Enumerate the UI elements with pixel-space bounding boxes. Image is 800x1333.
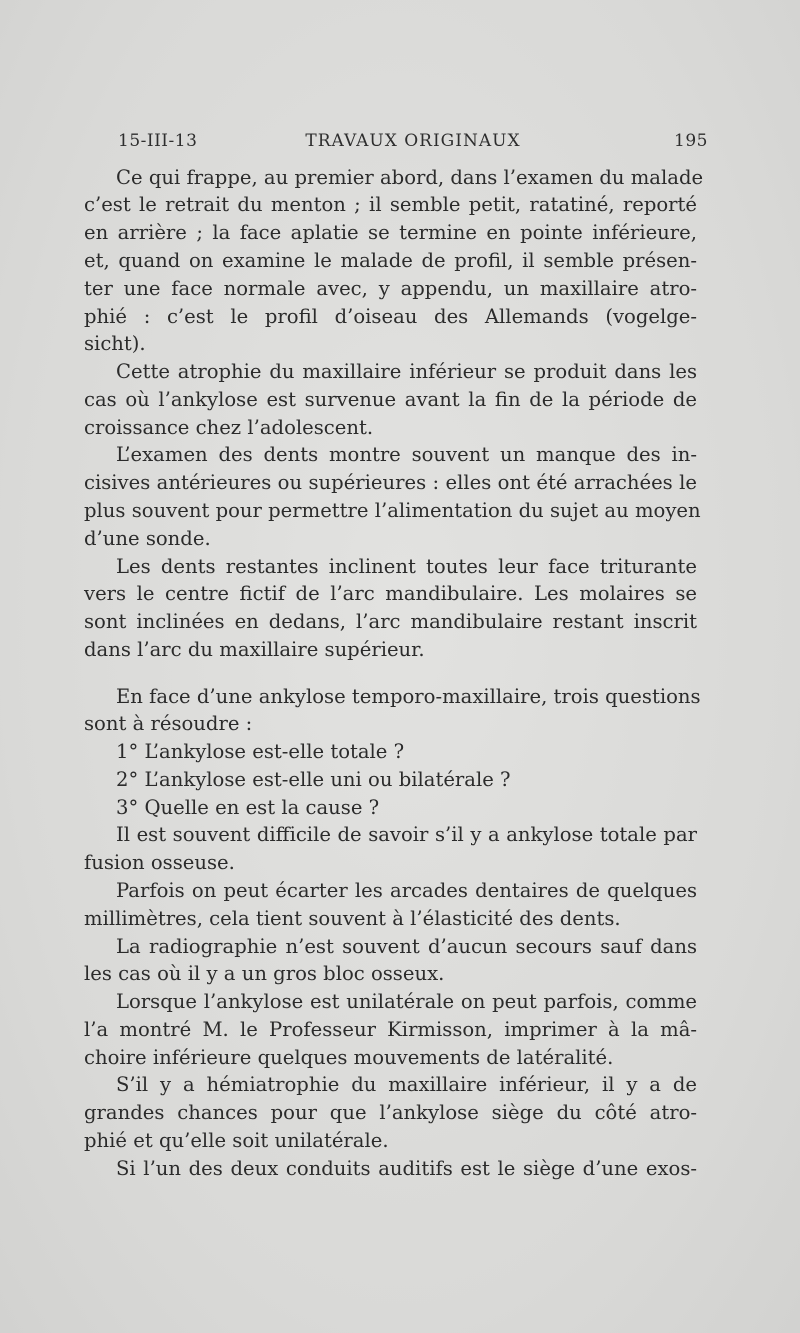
text-line: croissance chez l’adolescent. (84, 416, 374, 439)
text-line: S’il y a hémiatrophie du maxillaire inférieur, il y a de (116, 1073, 697, 1096)
text-line: d’une sonde. (84, 527, 211, 550)
text-line: cas où l’ankylose est survenue avant la fin de la période de (84, 388, 697, 411)
text-line: Il est souvent difficile de savoir s’il y a ankylose totale par (116, 823, 697, 846)
page-number: 195 (674, 131, 708, 151)
text-line: En face d’une ankylose temporo-maxillaire, trois questions (116, 685, 701, 708)
text-line: sont inclinées en dedans, l’arc mandibulaire restant inscrit (84, 610, 697, 633)
text-line: sicht). (84, 332, 146, 355)
text-line: sont à résoudre : (84, 712, 253, 735)
text-line: vers le centre fictif de l’arc mandibulaire. Les molaires se (84, 582, 697, 605)
text-line: l’a montré M. le Professeur Kirmisson, imprimer à la mâ- (84, 1018, 697, 1041)
running-header (118, 131, 708, 155)
list-item: 1° L’ankylose est-elle totale ? (116, 740, 405, 763)
text-line: et, quand on examine le malade de profil, il semble présen- (84, 249, 697, 272)
text-line: Cette atrophie du maxillaire inférieur se produit dans les (116, 360, 697, 383)
text-line: Ce qui frappe, au premier abord, dans l’examen du malade (116, 166, 704, 189)
text-line: Parfois on peut écarter les arcades dentaires de quelques (116, 879, 697, 902)
list-item: 2° L’ankylose est-elle uni ou bilatérale ? (116, 768, 511, 791)
header-date: 15-III-13 (118, 131, 198, 151)
text-line: dans l’arc du maxillaire supérieur. (84, 638, 425, 661)
header-title: TRAVAUX ORIGINAUX (305, 131, 521, 151)
text-line: c’est le retrait du menton ; il semble petit, ratatiné, reporté (84, 193, 697, 216)
text-line: fusion osseuse. (84, 851, 235, 874)
text-line: La radiographie n’est souvent d’aucun secours sauf dans (116, 935, 697, 958)
text-line: les cas où il y a un gros bloc osseux. (84, 962, 445, 985)
text-line: Lorsque l’ankylose est unilatérale on peut parfois, comme (116, 990, 697, 1013)
text-line: Si l’un des deux conduits auditifs est le siège d’une exos- (116, 1157, 697, 1180)
text-line: choire inférieure quelques mouvements de latéralité. (84, 1046, 614, 1069)
list-item: 3° Quelle en est la cause ? (116, 796, 380, 819)
text-line: Les dents restantes inclinent toutes leur face triturante (116, 555, 697, 578)
text-line: cisives antérieures ou supérieures : elles ont été arrachées le (84, 471, 697, 494)
text-line: phié : c’est le profil d’oiseau des Allemands (vogelge- (84, 305, 697, 328)
text-line: ter une face normale avec, y appendu, un maxillaire atro- (84, 277, 697, 300)
text-line: L’examen des dents montre souvent un manque des in- (116, 443, 697, 466)
text-line: en arrière ; la face aplatie se termine en pointe inférieure, (84, 221, 697, 244)
text-line: millimètres, cela tient souvent à l’élasticité des dents. (84, 907, 621, 930)
text-line: phié et qu’elle soit unilatérale. (84, 1129, 389, 1152)
text-line: grandes chances pour que l’ankylose siège du côté atro- (84, 1101, 697, 1124)
text-line: plus souvent pour permettre l’alimentation du sujet au moyen (84, 499, 701, 522)
